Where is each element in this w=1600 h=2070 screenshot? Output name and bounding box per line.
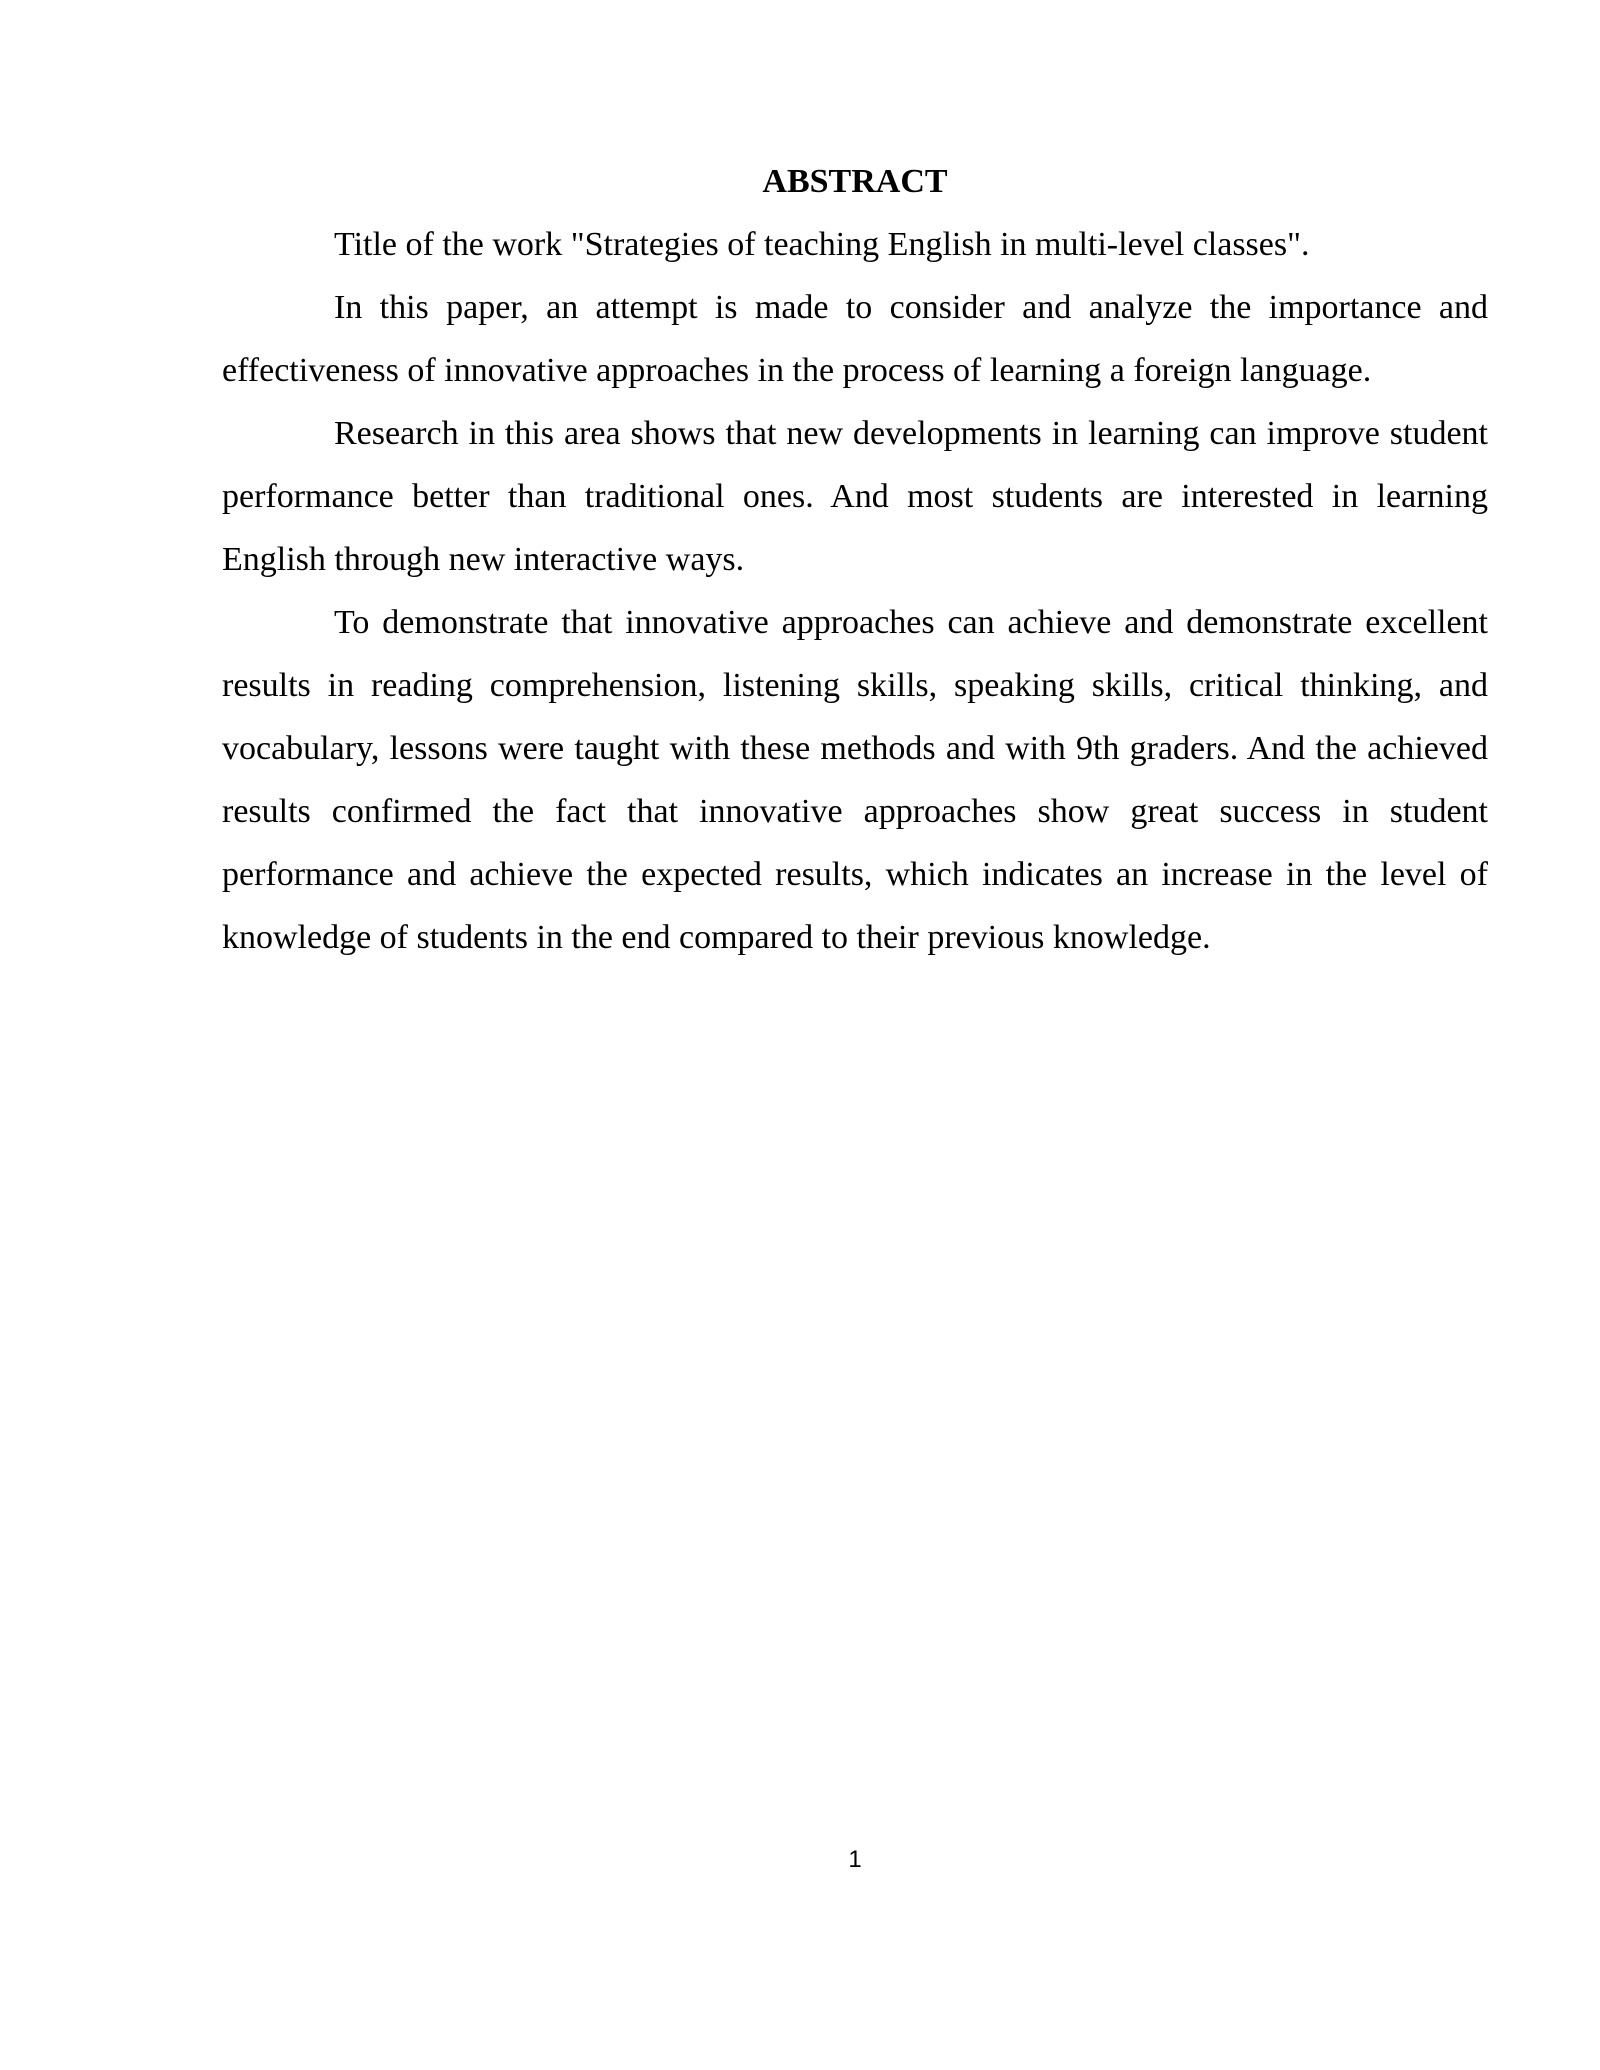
page-number: 1 [848, 1846, 862, 1873]
abstract-section [222, 150, 1488, 969]
abstract-paragraph: Research in this area shows that new developments in learning can improve student performance better than traditional ones. And most students are interested in learning English through new interactive ways. [222, 415, 1488, 578]
abstract-heading: ABSTRACT [762, 163, 948, 200]
abstract-paragraph: In this paper, an attempt is made to consider and analyze the importance and effectiveness of innovative approaches in the process of learning a foreign language. [222, 289, 1488, 389]
work-title-paragraph: Title of the work "Strategies of teaching English in multi-level classes". [334, 226, 1310, 263]
abstract-paragraph: To demonstrate that innovative approaches can achieve and demonstrate excellent results in reading comprehension, listening skills, speaking skills, critical thinking, and vocabulary, lessons were taught with these methods and with 9th graders. And the achieved results confirmed the fact that innovative approaches show great success in student performance and achieve the expected results, which indicates an increase in the level of knowledge of students in the end compared to their previous knowledge. [222, 604, 1488, 956]
